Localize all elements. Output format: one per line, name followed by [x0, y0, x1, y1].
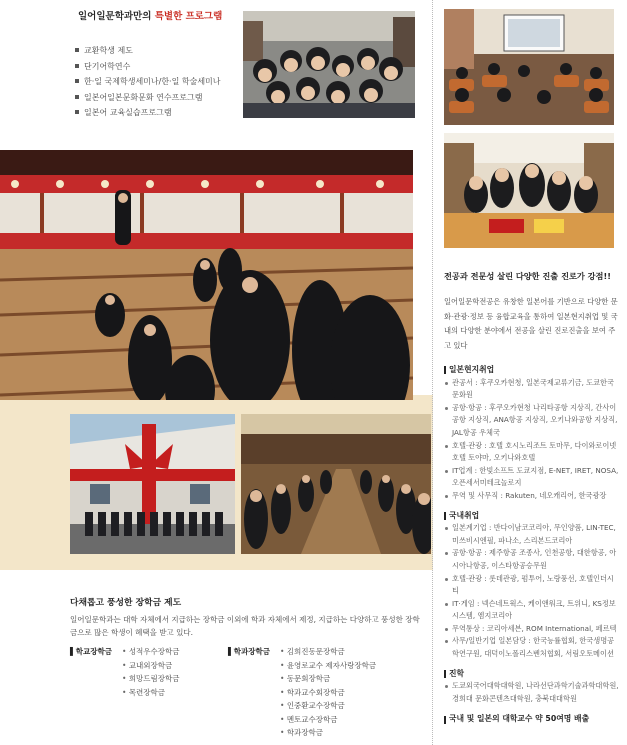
- banquet-photo: [241, 414, 431, 554]
- dept-scholarship-label: ▌학과장학금: [228, 647, 271, 656]
- scholarship-item: • 희망드림장학금: [122, 672, 180, 686]
- career-item: 무역 및 사무직 : Rakuten, 네오캐리어, 한국광장: [444, 490, 619, 503]
- scholarship-item: • 멘토교수장학금: [280, 713, 376, 727]
- career-korea-heading: 국내취업: [444, 510, 619, 523]
- scholarship-item: • 교내외장학금: [122, 659, 180, 673]
- school-scholarship-list: [70, 645, 180, 699]
- column-divider: [432, 0, 434, 745]
- career-item: 호텔·관광 : 롯데관광, 펌투어, 노랑풍선, 호텔인더시티: [444, 573, 619, 598]
- career-grad-heading: 진학: [444, 668, 619, 681]
- classroom-group-photo: [444, 133, 614, 248]
- career-intro: 일어일문학전공은 유창한 일본어를 기반으로 다양한 문화·관광·정보 등 융합교육을 통하여 일본현지취업 및 국내의 다양한 분야에서 전공을 살린 진로진출을 보여 주고 있다: [444, 297, 618, 350]
- career-item: 관공서 : 후쿠오카현청, 일본국제교류기금, 도쿄한국문화원: [444, 377, 619, 402]
- scholarship-item: • 동문회장학금: [280, 672, 376, 686]
- career-item: 공항·항공 : 후쿠오카현청 나리타공항 지상직, 간사이공항 지상직, ANA항공 지상직, 오키나와공항 지상직, JAL항공 우체국: [444, 402, 619, 440]
- scholarship-item: • 목련장학금: [122, 686, 180, 700]
- career-item: 도쿄외국어대학대학원, 나라선단과학기술과학대학원, 경희대 문화콘텐츠대학원, 충북대대학원: [444, 680, 619, 705]
- career-item: 공항·항공 : 제주항공 조종사, 인천공항, 대한항공, 아시아나항공, 이스타항공승무원: [444, 547, 619, 572]
- scholarship-title: 다채롭고 풍성한 장학금 제도: [70, 598, 182, 608]
- dept-scholarship-list: [228, 645, 376, 740]
- program-item: 단기어학연수: [75, 59, 221, 75]
- school-scholarship-label: ▌학교장학금: [70, 647, 113, 656]
- program-title: 일어일문학과만의 특별한 프로그램: [78, 11, 223, 22]
- scholarship-item: • 학과교수회장학금: [280, 686, 376, 700]
- scholarship-item: • 인중환교수장학금: [280, 699, 376, 713]
- scholarship-item: • 윤영로교수 제자사랑장학금: [280, 659, 376, 673]
- program-item: 한·일 국제학생세미나/한·일 학술세미나: [75, 74, 221, 90]
- scholarship-item: • 김희진동문장학금: [280, 645, 376, 659]
- career-item: 호텔·관광 : 호텔 호시노리조트 토마무, 다이와로이넷호텔 토야마, 오키나와호텔: [444, 440, 619, 465]
- career-item: 무역통상 : 코리아세븐, ROM International, 페르텍: [444, 623, 619, 636]
- program-item: 일본어 교육실습프로그램: [75, 105, 221, 121]
- program-item: 교환학생 제도: [75, 43, 221, 59]
- program-list: [75, 43, 221, 121]
- scholarship-desc: 일어일문학과는 대학 자체에서 지급하는 장학금 이외에 학과 자체에서 제정, 지급하는 다양하고 풍성한 장학금으로 많은 학생이 혜택을 받고 있다.: [70, 615, 420, 637]
- gift-house-photo: [70, 414, 235, 554]
- career-item: IT·게임 : 넥슨네트웍스, 케이앤워크, 트위니, KS정보시스템, 엠지코리아: [444, 598, 619, 623]
- career-footer: 국내 및 일본의 대학교수 약 50여명 배출: [444, 713, 619, 726]
- career-item: IT업계 : 한빛소프트 도쿄지점, E-NET, IRET, NOSA, 오픈세서미테크놀로지: [444, 465, 619, 490]
- group-selfie-photo: [243, 11, 415, 118]
- scholarship-item: • 학과장학금: [280, 726, 376, 740]
- career-list: [444, 360, 619, 726]
- scholarship-item: • 성적우수장학금: [122, 645, 180, 659]
- career-japan-heading: 일본현지취업: [444, 364, 619, 377]
- career-item: 일본계기업 : 반다이남코코리아, 무인양품, LIN-TEC, 미쓰비시엔필, 파나소, 스리본드코리아: [444, 522, 619, 547]
- career-title: 전공과 전문성 살린 다양한 진출 진로가 강점!!: [444, 271, 611, 281]
- program-item: 일본어일본문화문화 연수프로그램: [75, 90, 221, 106]
- theater-photo: [0, 150, 413, 400]
- career-item: 사무/일반기업 일본담당 : 한국능률협회, 한국생명공학연구원, 대덕이노폴리스벤처협회, 서림오토메이션: [444, 635, 619, 660]
- lecture-hall-photo: [444, 9, 614, 125]
